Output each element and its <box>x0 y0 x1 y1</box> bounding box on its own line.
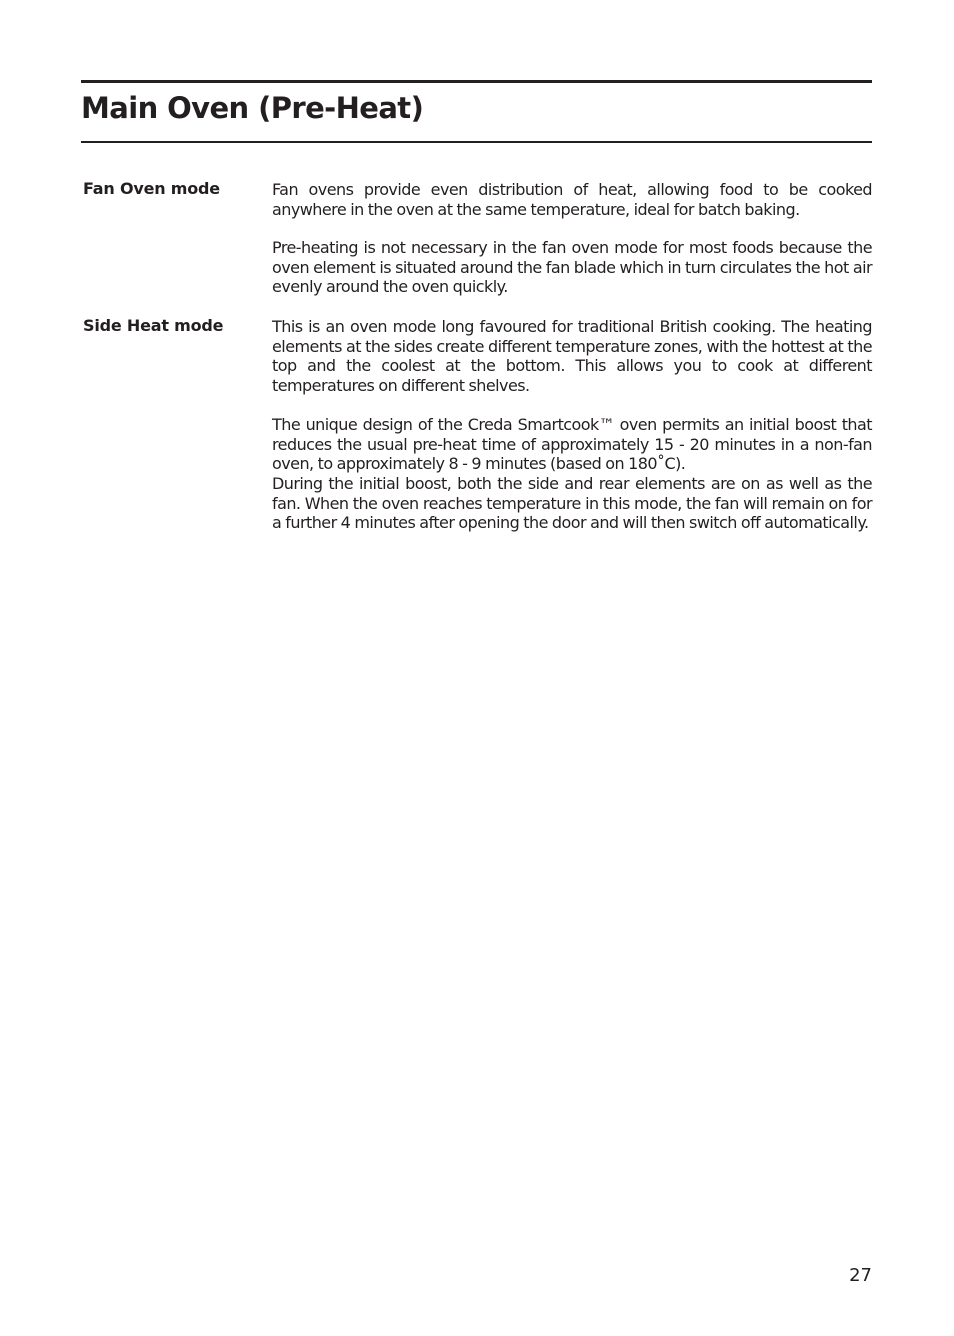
side-heat-paragraph-1: This is an oven mode long favoured for traditional British cooking. The heating elements at the sides create different temperature zones, with the hottest at the top and the coolest at the bottom. This allows you to cook at different temperatures on different shelves. <box>272 317 872 395</box>
side-heat-paragraph-2: The unique design of the Creda Smartcook™ oven permits an initial boost that reduces the usual pre-heat time of approximately 15 - 20 minutes in a non-fan oven, to approximately 8 - 9 minutes (based on 180˚C). <box>272 415 872 474</box>
side-heat-paragraph-3: During the initial boost, both the side and rear elements are on as well as the fan. When the oven reaches temperature in this mode, the fan will remain on for a further 4 minutes after opening the door and will then switch off automatically. <box>272 474 872 533</box>
header-top-rule <box>81 80 872 83</box>
fan-oven-paragraph-1: Fan ovens provide even distribution of heat, allowing food to be cooked anywhere in the oven at the same temperature, ideal for batch baking. <box>272 180 872 219</box>
section-label-fan-oven-mode: Fan Oven mode <box>83 179 220 198</box>
page-title: Main Oven (Pre-Heat) <box>81 91 424 125</box>
header-bottom-rule <box>81 141 872 143</box>
fan-oven-paragraph-2: Pre-heating is not necessary in the fan oven mode for most foods because the oven element is situated around the fan blade which in turn circulates the hot air evenly around the oven quickly. <box>272 238 872 297</box>
section-label-side-heat-mode: Side Heat mode <box>83 316 224 335</box>
page-number: 27 <box>849 1265 872 1286</box>
